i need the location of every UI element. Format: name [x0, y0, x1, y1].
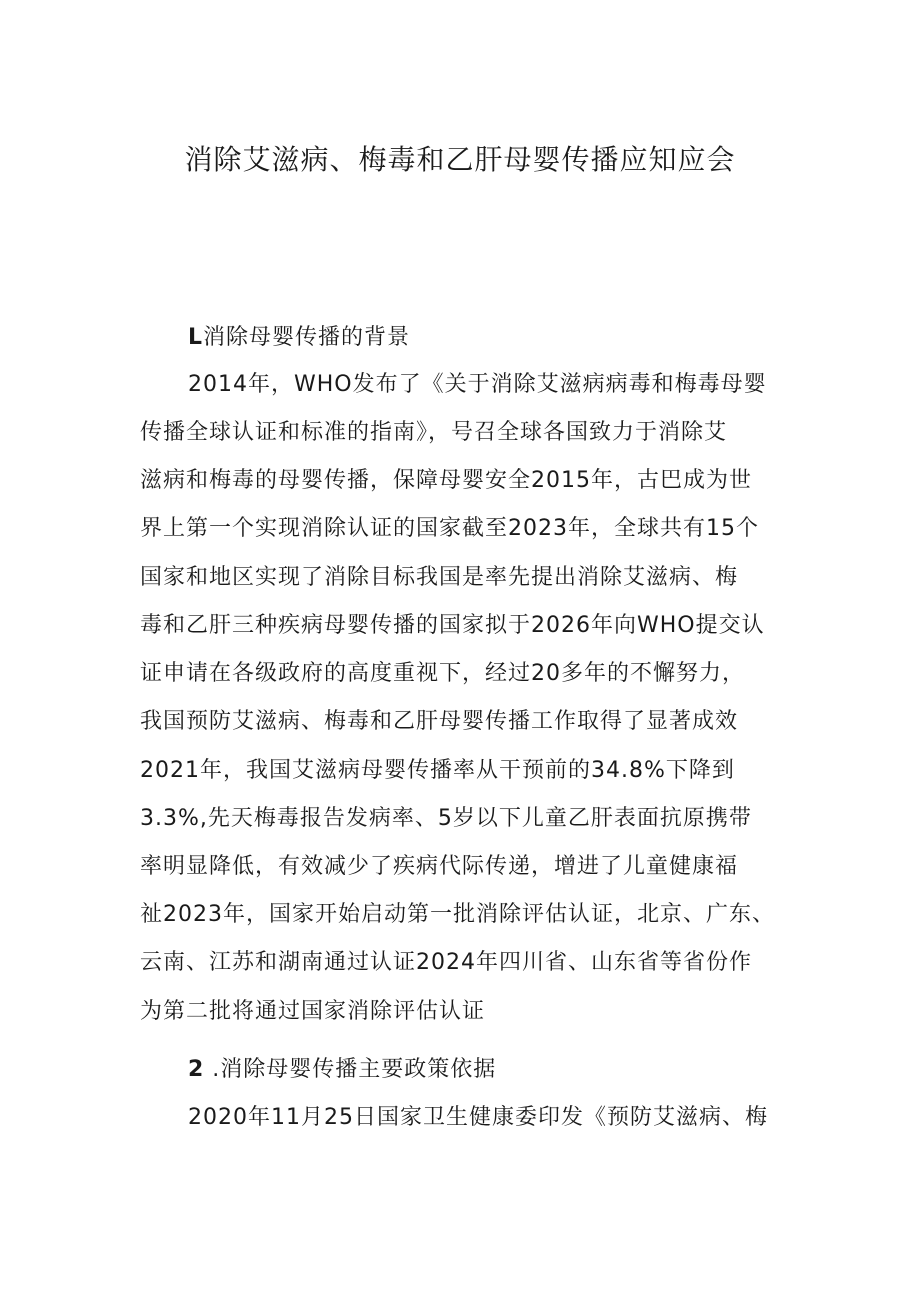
paragraph-line: 2021年，我国艾滋病母婴传播率从干预前的34.8%下降到	[140, 758, 735, 783]
section-1-heading	[188, 323, 410, 353]
paragraph-line: 证申请在各级政府的高度重视下，经过20多年的不懈努力，	[140, 661, 745, 686]
paragraph-line: 率明显降低，有效减少了疾病代际传递，增进了儿童健康福	[140, 854, 739, 879]
section-2-heading-text: .消除母婴传播主要政策依据	[204, 1057, 497, 1082]
section-1-heading-text: 消除母婴传播的背景	[203, 325, 411, 350]
section-1-number: L	[188, 325, 204, 350]
paragraph-line: 滋病和梅毒的母婴传播，保障母婴安全2015年，古巴成为世	[140, 468, 752, 493]
paragraph-line: 3.3%,先天梅毒报告发病率、5岁以下儿童乙肝表面抗原携带	[140, 806, 752, 831]
paragraph-line: 2014年，WHO发布了《关于消除艾滋病病毒和梅毒母婴	[188, 372, 767, 397]
paragraph-line: 2020年11月25日国家卫生健康委印发《预防艾滋病、梅	[188, 1105, 768, 1130]
paragraph-line: 传播全球认证和标准的指南》，号召全球各国致力于消除艾	[140, 420, 728, 445]
paragraph-line: 毒和乙肝三种疾病母婴传播的国家拟于2026年向WHO提交认	[140, 613, 765, 638]
paragraph-line: 国家和地区实现了消除目标我国是率先提出消除艾滋病、梅	[140, 565, 739, 590]
paragraph-line: 界上第一个实现消除认证的国家截至2023年，全球共有15个	[140, 516, 759, 541]
paragraph-line: 为第二批将通过国家消除评估认证	[140, 999, 486, 1024]
document-title: 消除艾滋病、梅毒和乙肝母婴传播应知应会	[184, 143, 736, 176]
section-2-number: 2	[188, 1057, 205, 1082]
paragraph-line: 我国预防艾滋病、梅毒和乙肝母婴传播工作取得了显著成效	[140, 709, 739, 734]
section-2-heading	[188, 1055, 496, 1085]
paragraph-line: 云南、江苏和湖南通过认证2024年四川省、山东省等省份作	[140, 950, 752, 975]
paragraph-line: 祉2023年，国家开始启动第一批消除评估认证，北京、广东、	[140, 902, 775, 927]
